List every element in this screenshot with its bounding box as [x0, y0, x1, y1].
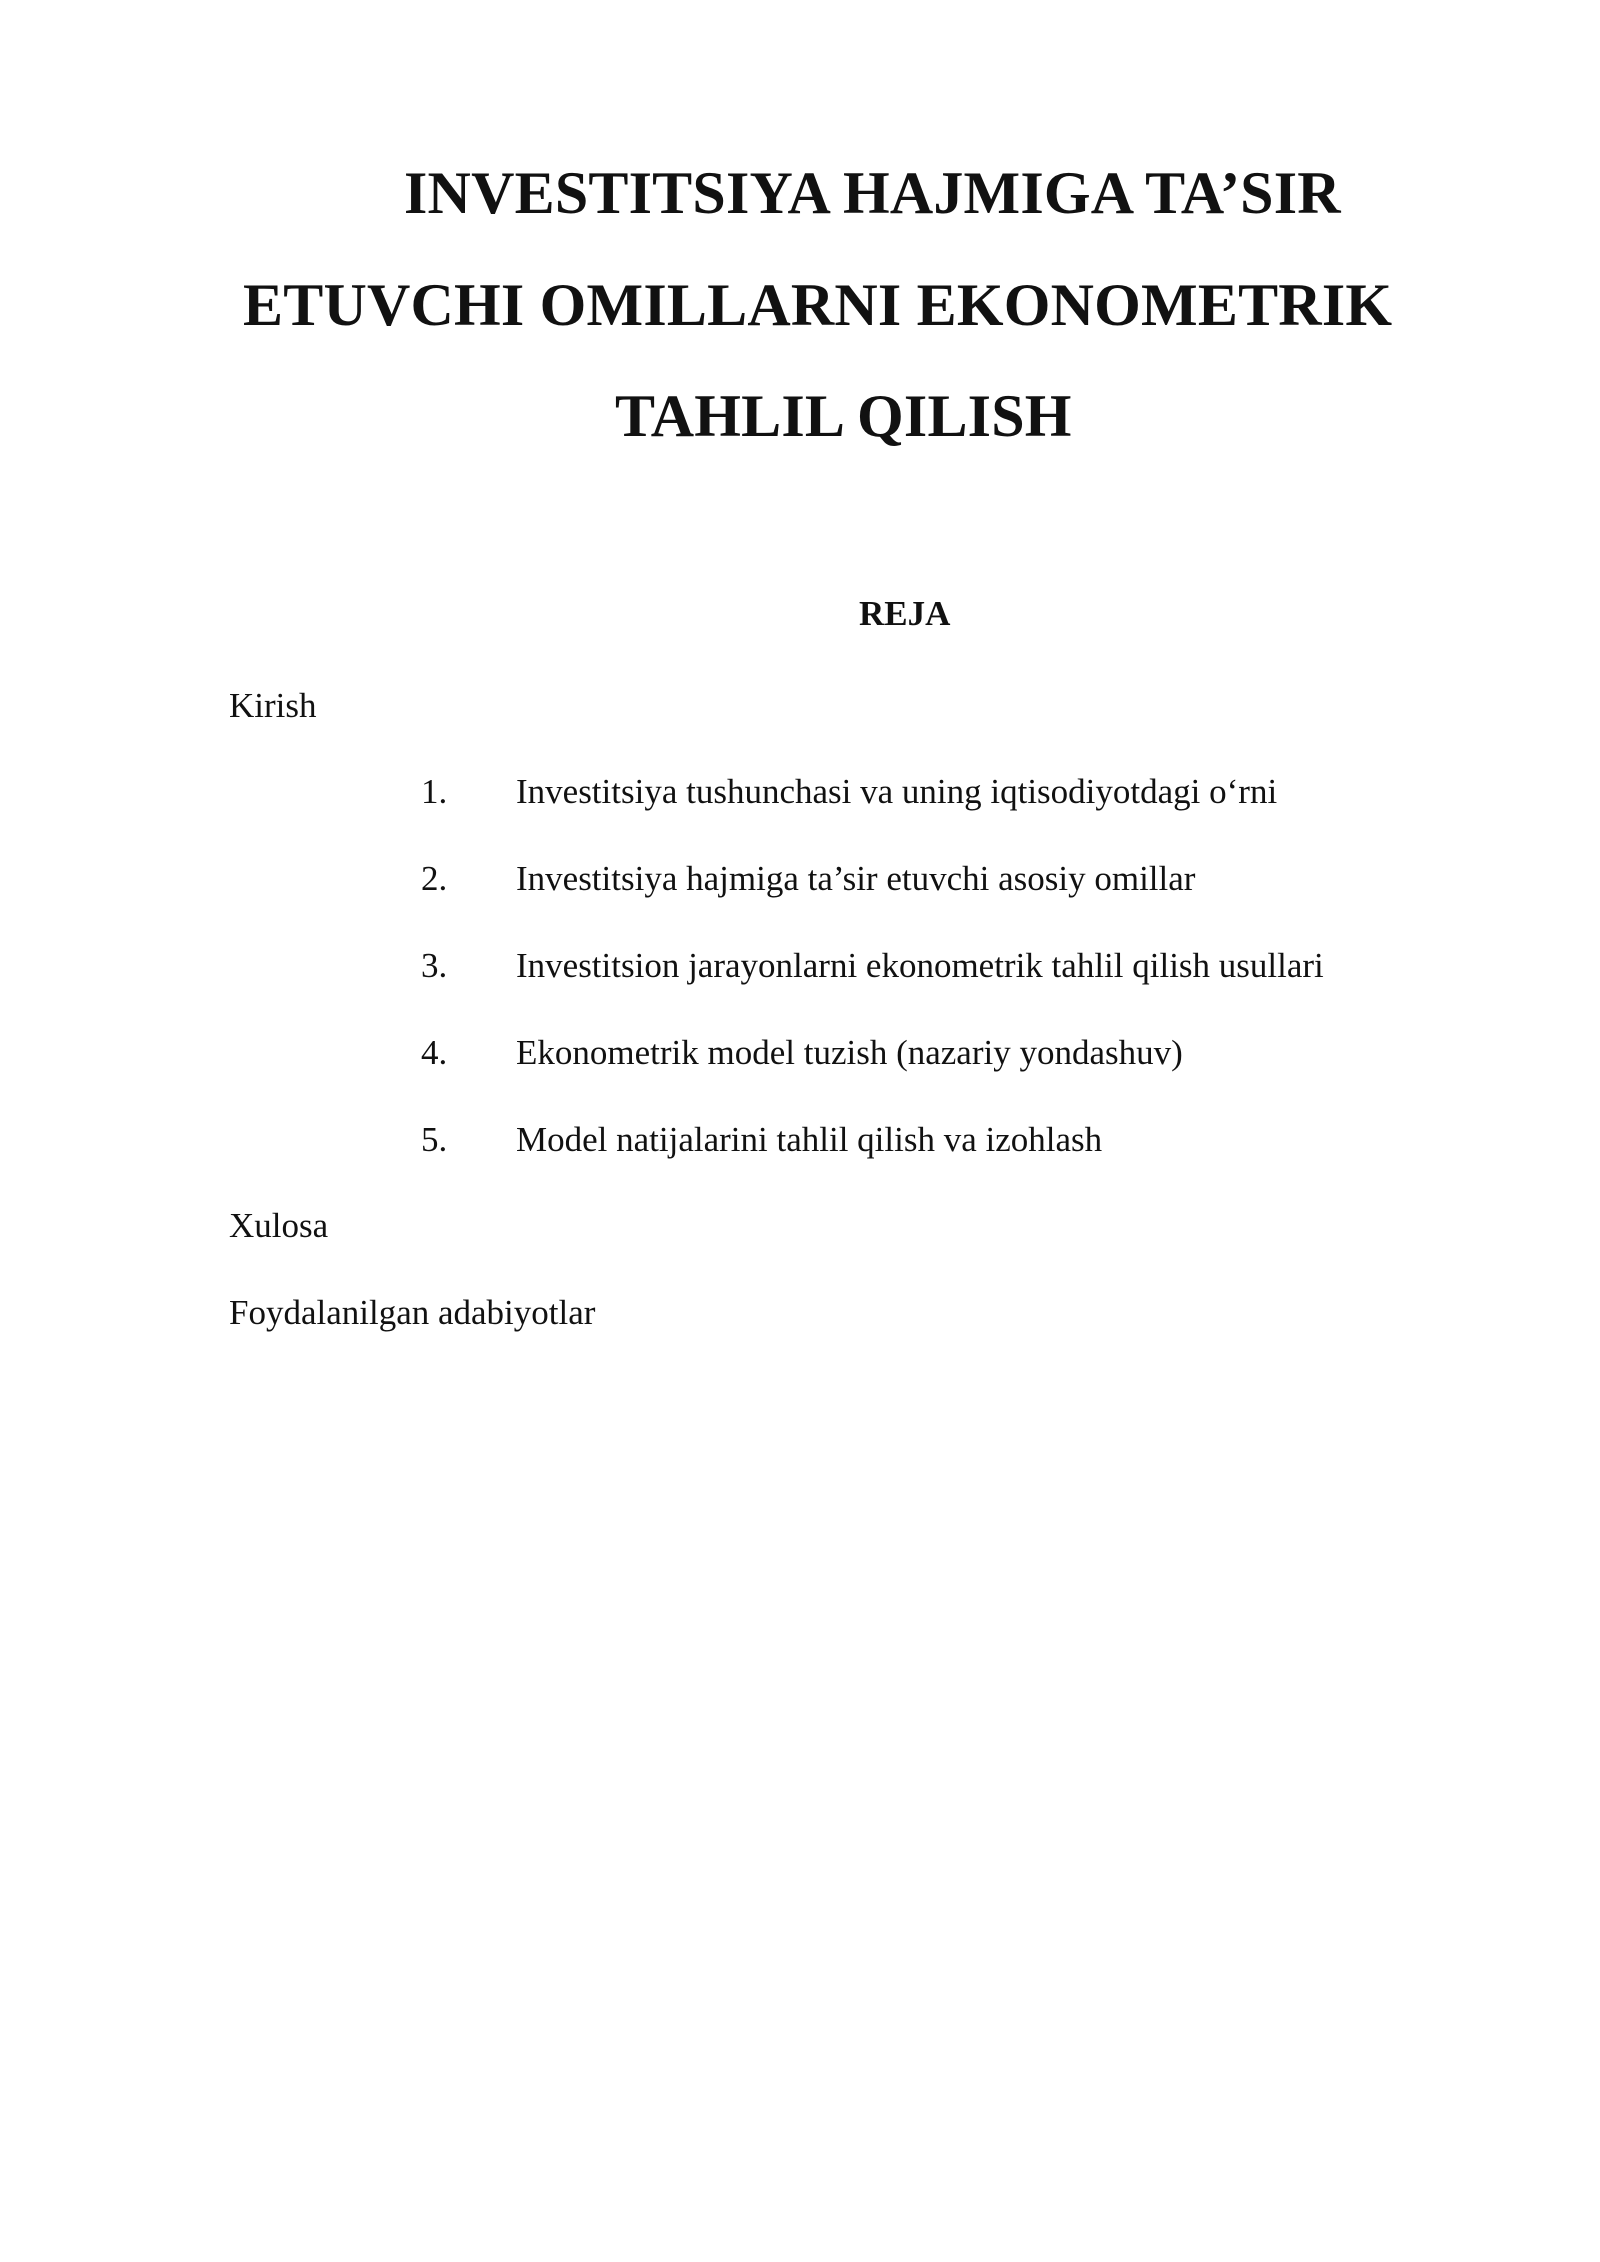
plan-intro: Kirish: [229, 686, 317, 725]
plan-list-item: [0, 946, 1600, 986]
plan-heading: REJA: [859, 594, 951, 633]
plan-list-item: [0, 1120, 1600, 1160]
plan-item-number: 2.: [421, 859, 448, 898]
plan-item-number: 5.: [421, 1120, 448, 1159]
document-title-line-1: INVESTITSIYA HAJMIGA TA’SIR: [404, 160, 1341, 226]
plan-item-number: 1.: [421, 772, 448, 811]
plan-item-text: Investitsiya tushunchasi va uning iqtisodiyotdagi o‘rni: [516, 772, 1278, 811]
plan-item-number: 4.: [421, 1033, 448, 1072]
plan-conclusion: Xulosa: [229, 1206, 329, 1245]
plan-list-item: [0, 859, 1600, 899]
document-title-line-2: ETUVCHI OMILLARNI EKONOMETRIK: [243, 272, 1393, 338]
plan-references: Foydalanilgan adabiyotlar: [229, 1293, 596, 1332]
plan-item-text: Investitsiya hajmiga ta’sir etuvchi asosiy omillar: [516, 859, 1196, 898]
plan-item-text: Investitsion jarayonlarni ekonometrik tahlil qilish usullari: [516, 946, 1324, 985]
plan-list-item: [0, 772, 1600, 812]
plan-list-item: [0, 1033, 1600, 1073]
document-title-line-3: TAHLIL QILISH: [615, 383, 1072, 449]
plan-item-number: 3.: [421, 946, 448, 985]
plan-item-text: Model natijalarini tahlil qilish va izohlash: [516, 1120, 1103, 1159]
plan-item-text: Ekonometrik model tuzish (nazariy yondashuv): [516, 1033, 1183, 1072]
